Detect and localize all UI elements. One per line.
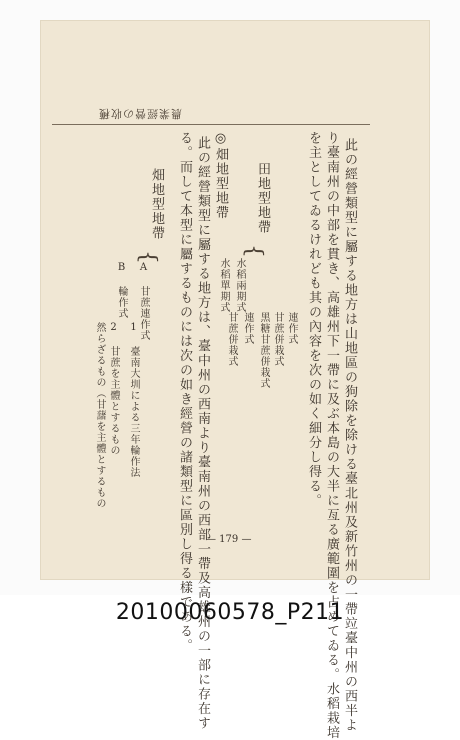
section-2-heading: ◎畑地型地帶 <box>213 131 228 220</box>
section-2-body-line-2: る。而して本型に屬するものには次の如き經營の諸類型に區別し得る樣である。 <box>177 131 192 653</box>
classification-2-label: 畑地型地帶 <box>149 168 164 241</box>
classification-1-sub-5: 甘蔗併栽式 <box>226 312 237 367</box>
classification-1-sub-1: 連作式 <box>286 312 297 345</box>
image-caption: 20100060578_P211 <box>115 600 345 625</box>
classification-1-sub-2: 甘蔗併栽式 <box>272 312 283 367</box>
classification-1-item-2: 水稻單期式 <box>218 258 229 313</box>
classification-2-sub-2: 2 甘蔗を主體とするもの <box>108 322 119 456</box>
body-line-3: を主としてゐるけれども其の內容を次の如く細分し得る。 <box>306 131 321 508</box>
page-number: — 179 — <box>206 534 252 545</box>
classification-2-sub-3: 然らざるもの（甘藷を主體とするもの <box>94 322 105 509</box>
classification-1-sub-3: 黑糖甘蔗併栽式 <box>258 312 269 389</box>
classification-2-item-b: B 輪作式 <box>116 262 127 319</box>
section-2-body-line-1: 此の經營類型に屬する地方は、臺中州の西南より臺南州の西部一帶及高雄州の一部に存在す <box>195 136 210 731</box>
classification-1-item-1: 水稻兩期式 <box>234 258 245 313</box>
running-header: 農業經營の收穫 <box>98 107 182 120</box>
body-line-2: り臺南州の中部を貫き、高雄州下一帶に及ぶ本島の大半に亙る廣範圍を占めてゐる。水稻栽培 <box>324 131 339 740</box>
brace-2: { <box>135 250 160 264</box>
body-line-1: 此の經營類型に屬する地方は山地區の狗除を除ける臺北州及新竹州の一帶竝臺中州の西半よ <box>342 138 357 733</box>
classification-2-item-a: A 甘蔗連作式 <box>138 262 149 341</box>
brace-1: { <box>241 244 266 258</box>
classification-1-sub-4: 連作式 <box>242 312 253 345</box>
classification-2-sub-1: 1 臺南大圳による三年輪作法 <box>128 322 139 478</box>
header-rule <box>52 124 370 125</box>
classification-1-label: 田地型地帶 <box>255 162 270 235</box>
